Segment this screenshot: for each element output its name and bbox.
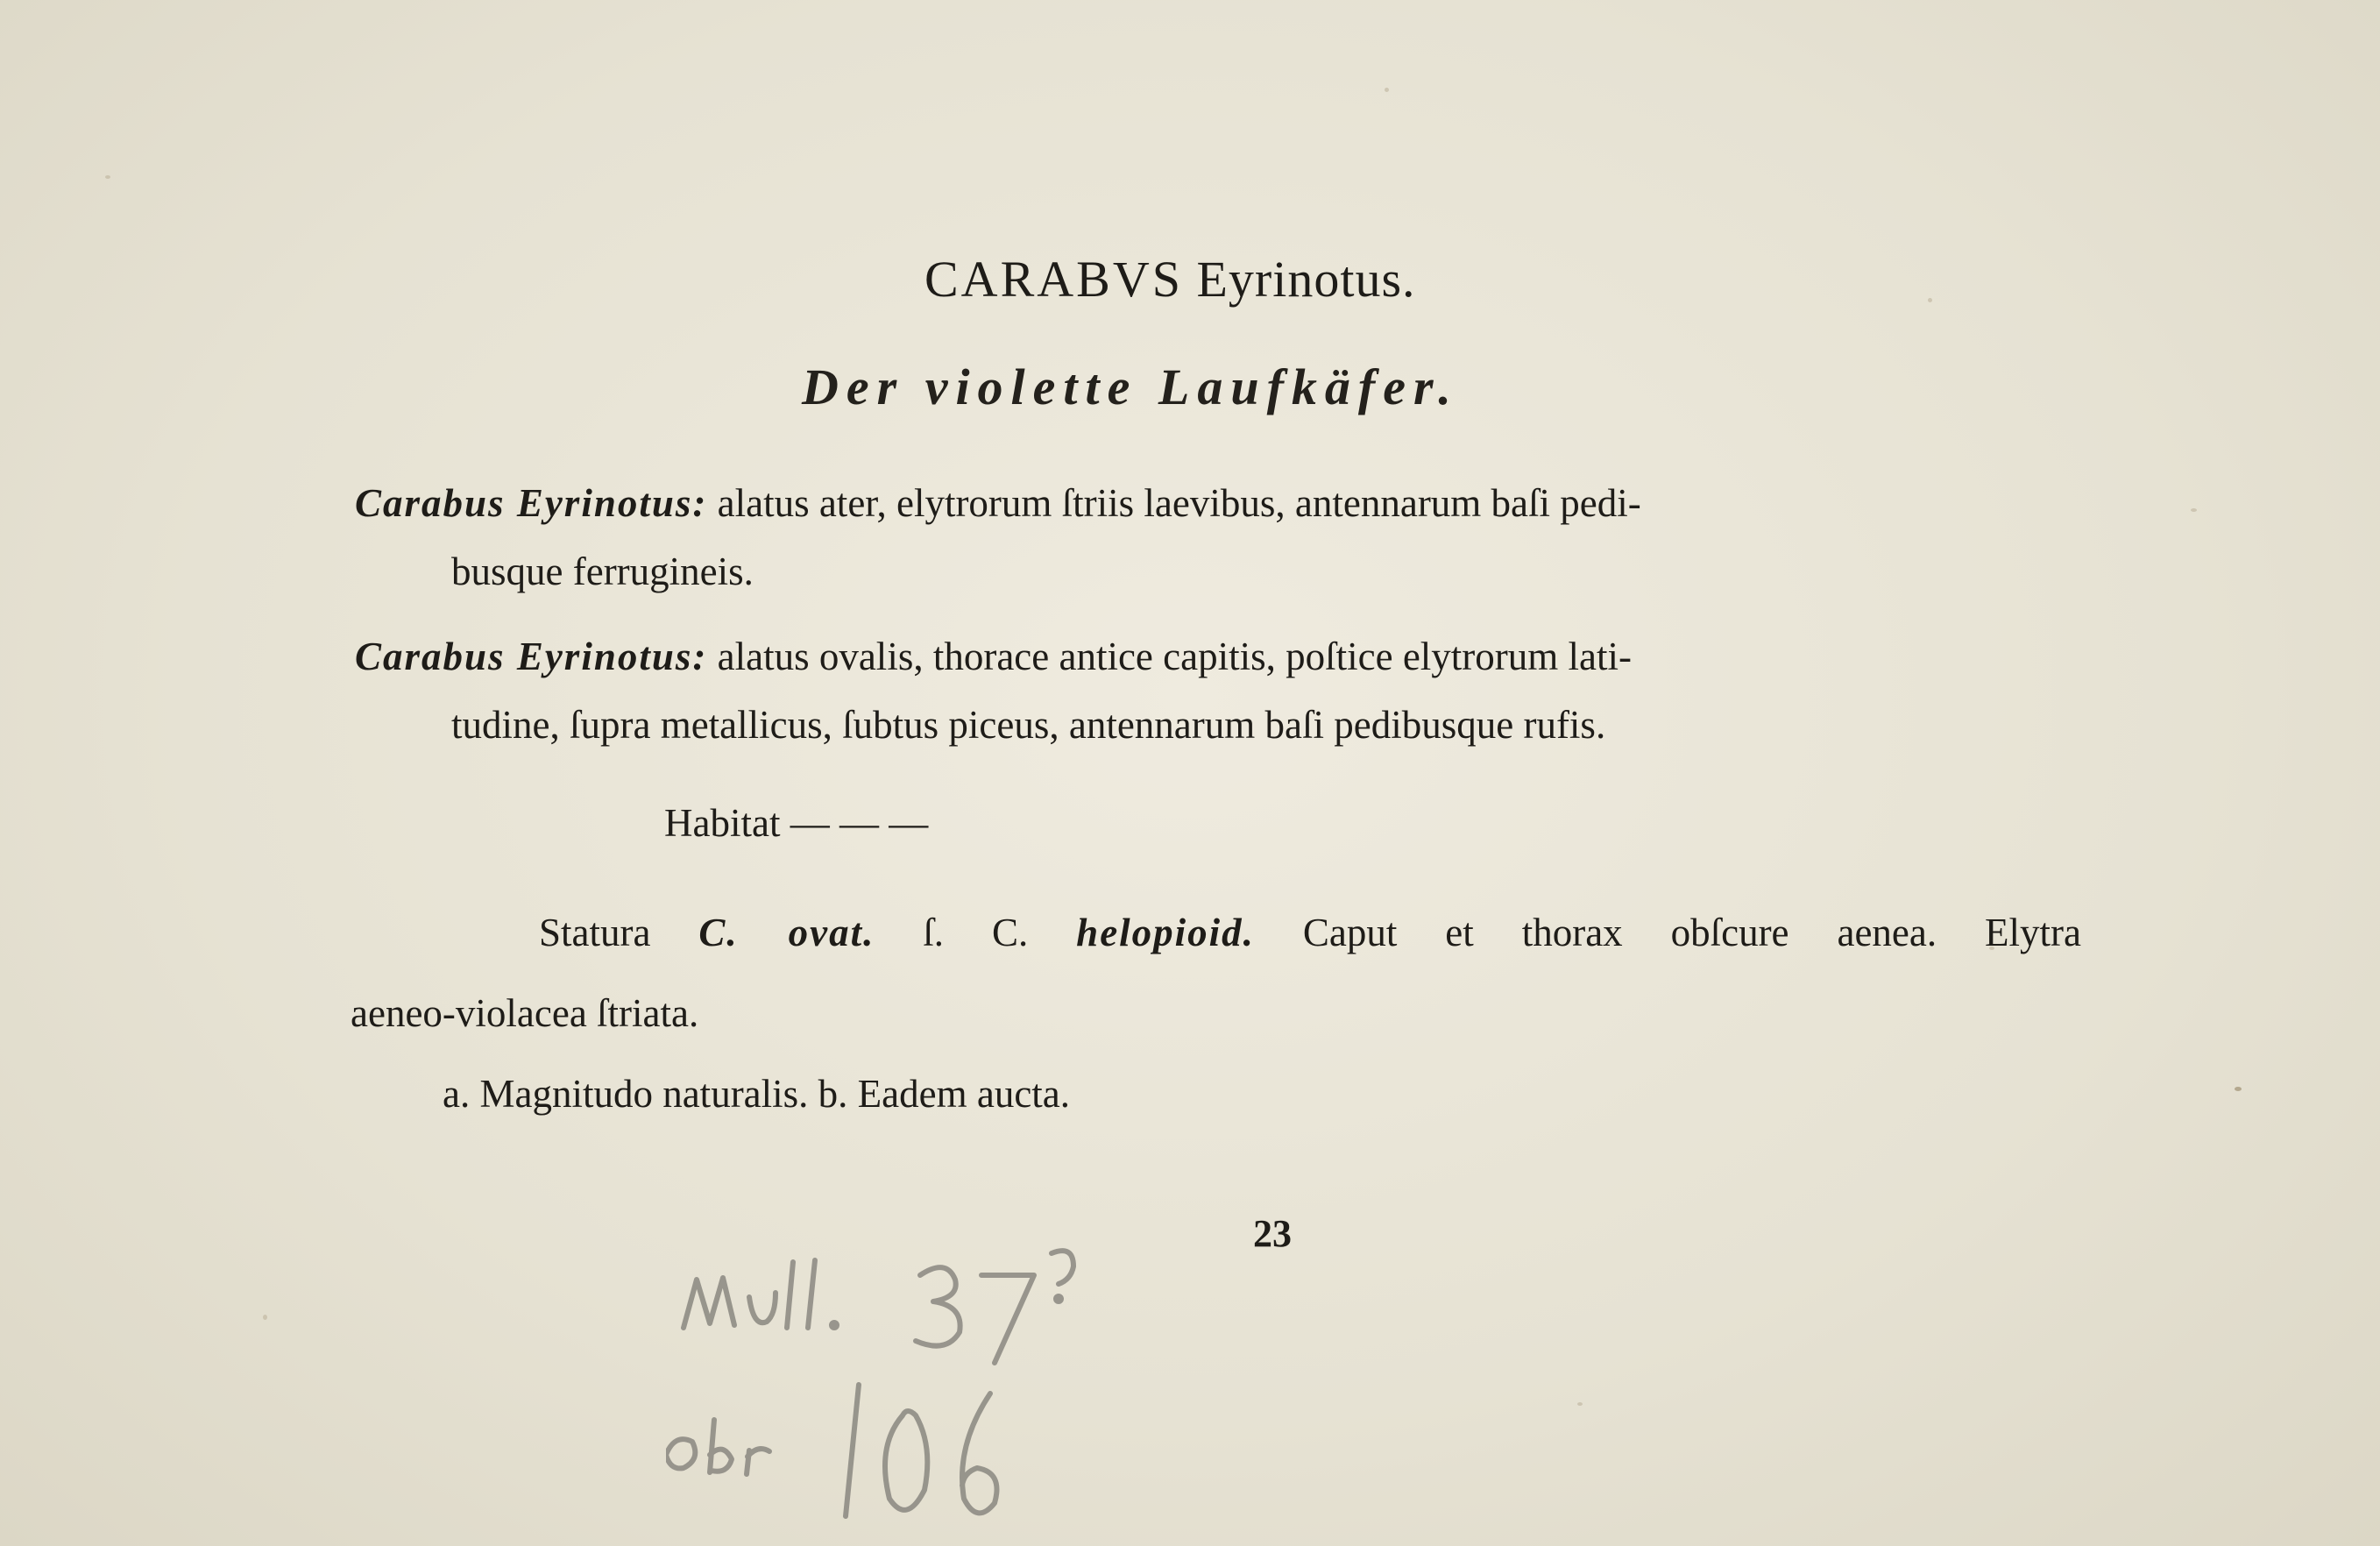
description-label: Carabus Eyrinotus: — [355, 635, 708, 678]
paper-speck — [1577, 1402, 1583, 1406]
paper-speck — [2191, 508, 2197, 512]
handwritten-pencil-notes — [666, 1245, 1367, 1542]
description-continuation: busque ferrugineis. — [451, 550, 754, 593]
statura-word: Statura — [539, 911, 651, 954]
paper-speck — [1385, 88, 1389, 92]
description-continuation: tudine, ſupra metallicus, ſubtus piceus, antennarum baſi pedibusque rufis. — [451, 703, 1606, 747]
statura-paragraph — [351, 892, 2081, 1053]
statura-separator: ſ. C. — [923, 911, 1029, 954]
statura-ref-ovat: C. ovat. — [698, 911, 875, 954]
description-paragraph-2 — [355, 622, 2072, 759]
description-text: alatus ovalis, thorace antice capitis, poſtice elytrorum lati- — [717, 635, 1632, 678]
description-label: Carabus Eyrinotus: — [355, 481, 708, 525]
paper-speck — [105, 175, 110, 179]
page-title — [0, 250, 2380, 308]
title-species: Eyrinotus. — [1196, 251, 1416, 308]
paper-speck — [2235, 1087, 2242, 1091]
page-subtitle: Der violette Laufkäfer. — [802, 358, 1459, 415]
habitat-line: Habitat — — — — [664, 801, 929, 845]
statura-second-line: aeneo-violacea ſtriata. — [351, 991, 699, 1035]
description-text: alatus ater, elytrorum ſtriis laevibus, antennarum baſi pedi- — [717, 481, 1641, 525]
statura-first-line — [351, 892, 2081, 973]
paper-speck — [263, 1315, 267, 1320]
page-number: 23 — [1253, 1212, 1292, 1255]
statura-ref-helopioid: helopioid. — [1076, 911, 1255, 954]
title-genus: CARABVS — [924, 251, 1183, 308]
description-paragraph-1 — [355, 469, 2072, 606]
magnitude-caption: a. Magnitudo naturalis. b. Eadem aucta. — [443, 1072, 1071, 1116]
statura-rest: Caput et thorax obſcure aenea. Elytra — [1302, 911, 2081, 954]
